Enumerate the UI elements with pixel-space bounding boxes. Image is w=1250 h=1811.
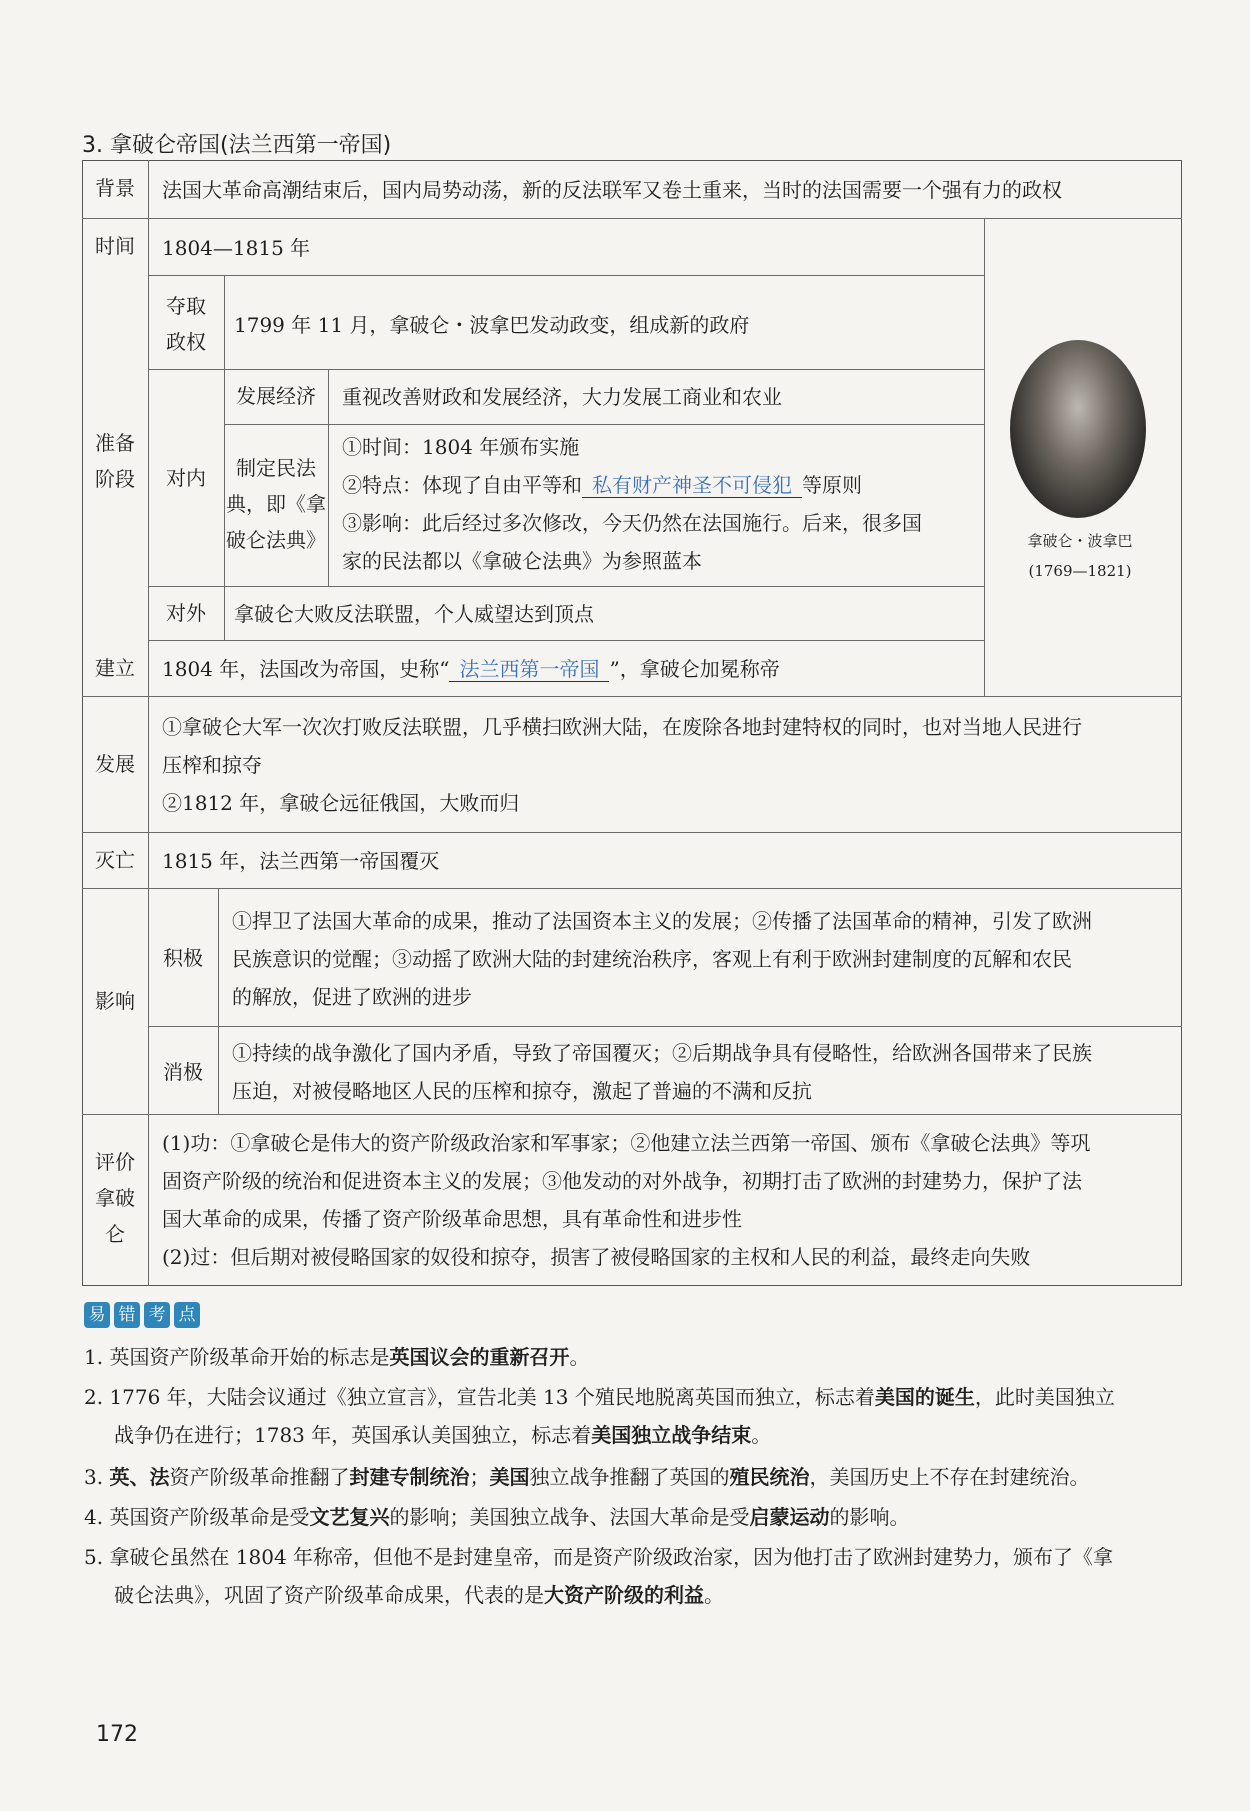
fall-text: 1815 年，法兰西第一帝国覆灭 [162,849,440,873]
label-evaluate-3: 仑 [105,1222,125,1246]
label-fall: 灭亡 [95,848,135,872]
note-2: 2. 1776 年，大陆会议通过《独立宣言》，宣告北美 13 个殖民地脱离英国而独立，标志着美国的诞生，此时美国独立 [84,1385,1115,1409]
label-internal: 对内 [166,466,206,490]
note-2-cont: 战争仍在进行；1783 年，英国承认美国独立，标志着美国独立战争结束。 [114,1423,772,1447]
note-4: 4. 英国资产阶级革命是受文艺复兴的影响；美国独立战争、法国大革命是受启蒙运动的影响。 [84,1505,910,1529]
code-line3: ③影响：此后经过多次修改，今天仍然在法国施行。后来，很多国 [342,511,922,535]
fill-in-answer: 私有财产神圣不可侵犯 [582,473,802,498]
positive-line3: 的解放，促进了欧洲的进步 [232,985,472,1009]
develop-line3: ②1812 年，拿破仑远征俄国，大败而归 [162,791,520,815]
label-negative: 消极 [163,1060,203,1084]
label-code-2: 典，即《拿 [226,492,326,516]
label-prep-1: 准备 [95,431,135,455]
badge-char: 点 [174,1302,200,1328]
label-evaluate-1: 评价 [95,1150,135,1174]
positive-line1: ①捍卫了法国大革命的成果，推动了法国资本主义的发展；②传播了法国革命的精神，引发了欧洲 [232,909,1092,933]
label-positive: 积极 [163,946,203,970]
label-seize-1: 夺取 [166,294,206,318]
label-seize-2: 政权 [166,330,206,354]
badge-char: 易 [84,1302,110,1328]
portrait-caption: 拿破仑・波拿巴 [1027,532,1133,550]
label-establish: 建立 [95,656,135,680]
label-external: 对外 [166,601,206,625]
economy-text: 重视改善财政和发展经济，大力发展工商业和农业 [342,385,782,409]
label-prep-2: 阶段 [95,467,135,491]
fill-in-answer: 法兰西第一帝国 [449,657,609,682]
external-text: 拿破仑大败反法联盟，个人威望达到顶点 [234,602,594,626]
label-develop: 发展 [95,752,135,776]
negative-line1: ①持续的战争激化了国内矛盾，导致了帝国覆灭；②后期战争具有侵略性，给欧洲各国带来了民族 [232,1041,1092,1065]
label-code-1: 制定民法 [236,456,316,480]
badge-char: 错 [114,1302,140,1328]
napoleon-portrait [1010,340,1146,518]
establish-text: 1804 年，法国改为帝国，史称“ 法兰西第一帝国 ”，拿破仑加冕称帝 [162,657,780,681]
page-number: 172 [96,1722,138,1747]
error-prone-badge [84,1302,200,1328]
code-line2: ②特点：体现了自由平等和 私有财产神圣不可侵犯 等原则 [342,473,862,497]
seize-text: 1799 年 11 月，拿破仑・波拿巴发动政变，组成新的政府 [234,313,750,337]
evaluate-line3: 国大革命的成果，传播了资产阶级革命思想，具有革命性和进步性 [162,1207,742,1231]
note-5: 5. 拿破仑虽然在 1804 年称帝，但他不是封建皇帝，而是资产阶级政治家，因为他打击了欧洲封建势力，颁布了《拿 [84,1545,1114,1569]
label-evaluate-2: 拿破 [95,1186,135,1210]
positive-line2: 民族意识的觉醒；③动摇了欧洲大陆的封建统治秩序，客观上有利于欧洲封建制度的瓦解和农民 [232,947,1072,971]
label-time: 时间 [95,234,135,258]
background-text: 法国大革命高潮结束后，国内局势动荡，新的反法联军又卷土重来，当时的法国需要一个强有力的政权 [162,178,1062,202]
section-title: 3. 拿破仑帝国(法兰西第一帝国) [82,133,392,158]
portrait-years: (1769—1821) [1028,562,1132,580]
label-background: 背景 [95,176,135,200]
label-code-3: 破仑法典》 [226,528,326,552]
badge-char: 考 [144,1302,170,1328]
code-line4: 家的民法都以《拿破仑法典》为参照蓝本 [342,549,702,573]
evaluate-line2: 固资产阶级的统治和促进资本主义的发展；③他发动的对外战争，初期打击了欧洲的封建势力，保护了法 [162,1169,1082,1193]
develop-line1: ①拿破仑大军一次次打败反法联盟，几乎横扫欧洲大陆，在废除各地封建特权的同时，也对当地人民进行 [162,715,1082,739]
time-text: 1804—1815 年 [162,236,311,260]
label-economy: 发展经济 [236,384,316,408]
evaluate-line1: (1)功：①拿破仑是伟大的资产阶级政治家和军事家；②他建立法兰西第一帝国、颁布《拿破仑法典》等巩 [162,1131,1091,1155]
note-3: 3. 英、法资产阶级革命推翻了封建专制统治；美国独立战争推翻了英国的殖民统治，美国历史上不存在封建统治。 [84,1465,1090,1489]
note-1: 1. 英国资产阶级革命开始的标志是英国议会的重新召开。 [84,1345,590,1369]
negative-line2: 压迫，对被侵略地区人民的压榨和掠夺，激起了普遍的不满和反抗 [232,1079,812,1103]
label-impact: 影响 [95,989,135,1013]
note-5-cont: 破仑法典》，巩固了资产阶级革命成果，代表的是大资产阶级的利益。 [114,1583,724,1607]
evaluate-line4: (2)过：但后期对被侵略国家的奴役和掠夺，损害了被侵略国家的主权和人民的利益，最终走向失败 [162,1245,1031,1269]
develop-line2: 压榨和掠夺 [162,753,262,777]
code-line1: ①时间：1804 年颁布实施 [342,435,580,459]
